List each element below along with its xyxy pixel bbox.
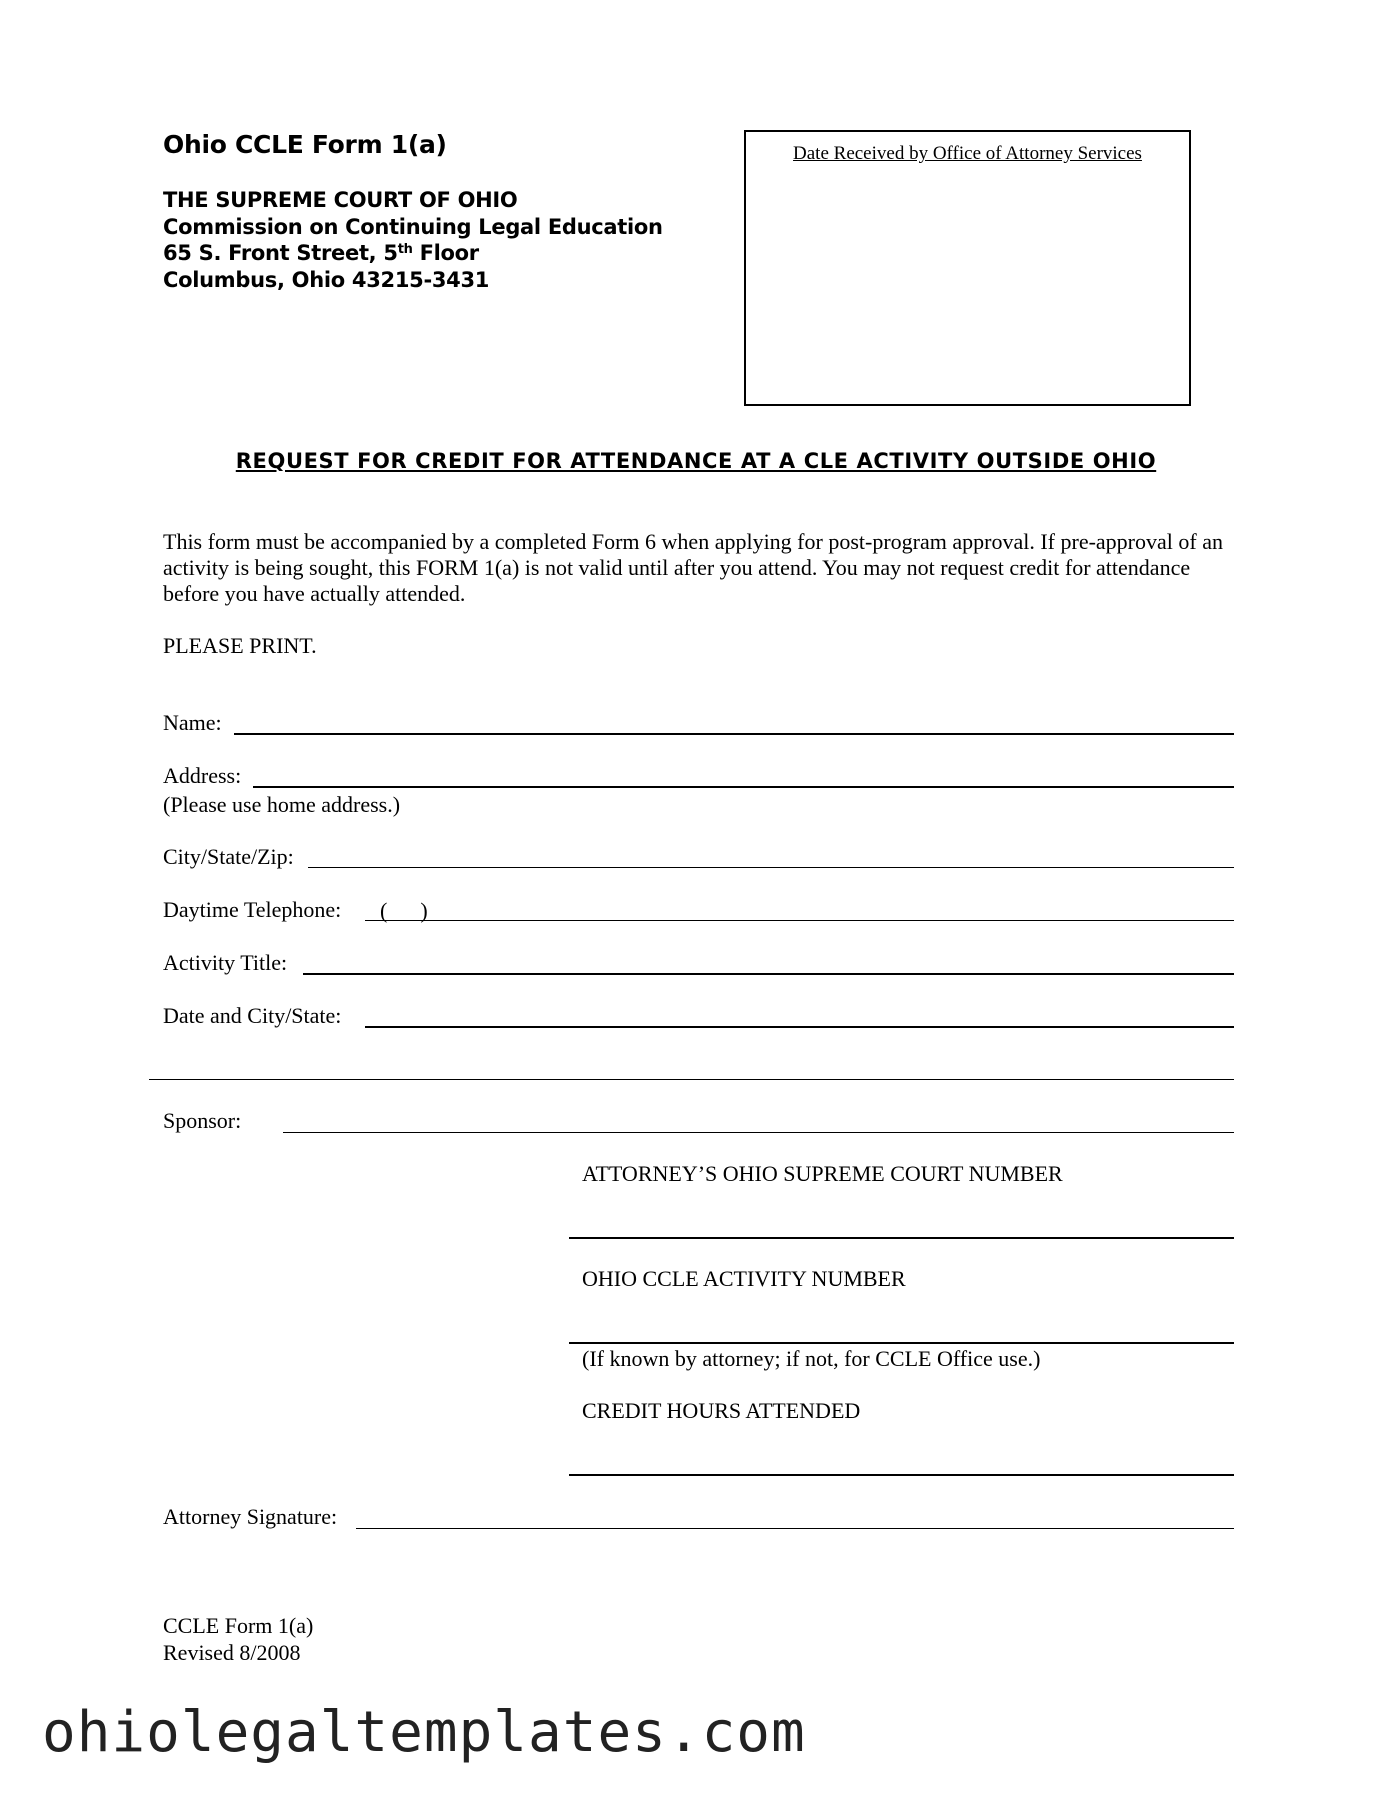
name-field[interactable] bbox=[234, 733, 1234, 735]
sponsor-label: Sponsor: bbox=[163, 1108, 242, 1133]
section-divider bbox=[149, 1079, 1234, 1080]
city-state-zip-label: City/State/Zip: bbox=[163, 844, 294, 869]
address-label: Address: bbox=[163, 763, 242, 788]
address-hint: (Please use home address.) bbox=[163, 792, 401, 817]
name-label: Name: bbox=[163, 710, 222, 735]
form-title: Ohio CCLE Form 1(a) bbox=[163, 130, 447, 159]
credit-hours-field[interactable] bbox=[569, 1474, 1234, 1476]
city-state-zip-field[interactable] bbox=[308, 867, 1234, 868]
court-name: THE SUPREME COURT OF OHIO bbox=[163, 188, 518, 212]
date-received-label: Date Received by Office of Attorney Services bbox=[793, 143, 1142, 164]
please-print-note: PLEASE PRINT. bbox=[163, 633, 317, 658]
phone-area-code: ( ) bbox=[380, 898, 428, 923]
date-received-box bbox=[744, 130, 1191, 406]
request-title: REQUEST FOR CREDIT FOR ATTENDANCE AT A CLE ACTIVITY OUTSIDE OHIO bbox=[235, 449, 1157, 473]
street-prefix: 65 S. Front Street, 5 bbox=[163, 241, 398, 265]
address-field[interactable] bbox=[253, 786, 1234, 788]
activity-number-field[interactable] bbox=[569, 1342, 1234, 1344]
office-city-state-zip: Columbus, Ohio 43215-3431 bbox=[163, 268, 490, 292]
footer-revised-date: Revised 8/2008 bbox=[163, 1640, 301, 1665]
street-floor-suffix: th bbox=[397, 242, 413, 257]
intro-paragraph: This form must be accompanied by a completed Form 6 when applying for post-program approval. If pre-approval of an activity is being sought, this FORM 1(a) is not valid until after you attend. You may not request credit for attendance before you have actually attended. bbox=[163, 529, 1223, 606]
credit-hours-label: CREDIT HOURS ATTENDED bbox=[582, 1398, 861, 1423]
sponsor-field[interactable] bbox=[283, 1132, 1234, 1133]
watermark-url: ohiolegaltemplates.com bbox=[42, 1700, 806, 1765]
commission-name: Commission on Continuing Legal Education bbox=[163, 215, 663, 239]
footer-form-name: CCLE Form 1(a) bbox=[163, 1613, 314, 1638]
street-address bbox=[163, 241, 479, 265]
attorney-signature-label: Attorney Signature: bbox=[163, 1504, 338, 1529]
activity-number-label: OHIO CCLE ACTIVITY NUMBER bbox=[582, 1266, 906, 1291]
daytime-telephone-field[interactable] bbox=[365, 920, 1234, 921]
activity-title-field[interactable] bbox=[303, 973, 1234, 975]
attorney-number-label: ATTORNEY’S OHIO SUPREME COURT NUMBER bbox=[582, 1161, 1063, 1186]
attorney-number-field[interactable] bbox=[569, 1237, 1234, 1239]
date-city-state-field[interactable] bbox=[365, 1026, 1234, 1028]
daytime-telephone-label: Daytime Telephone: bbox=[163, 897, 342, 922]
activity-title-label: Activity Title: bbox=[163, 950, 288, 975]
activity-number-hint: (If known by attorney; if not, for CCLE Office use.) bbox=[582, 1346, 1041, 1371]
street-suffix: Floor bbox=[412, 241, 479, 265]
date-city-state-label: Date and City/State: bbox=[163, 1003, 342, 1028]
attorney-signature-field[interactable] bbox=[356, 1528, 1234, 1529]
